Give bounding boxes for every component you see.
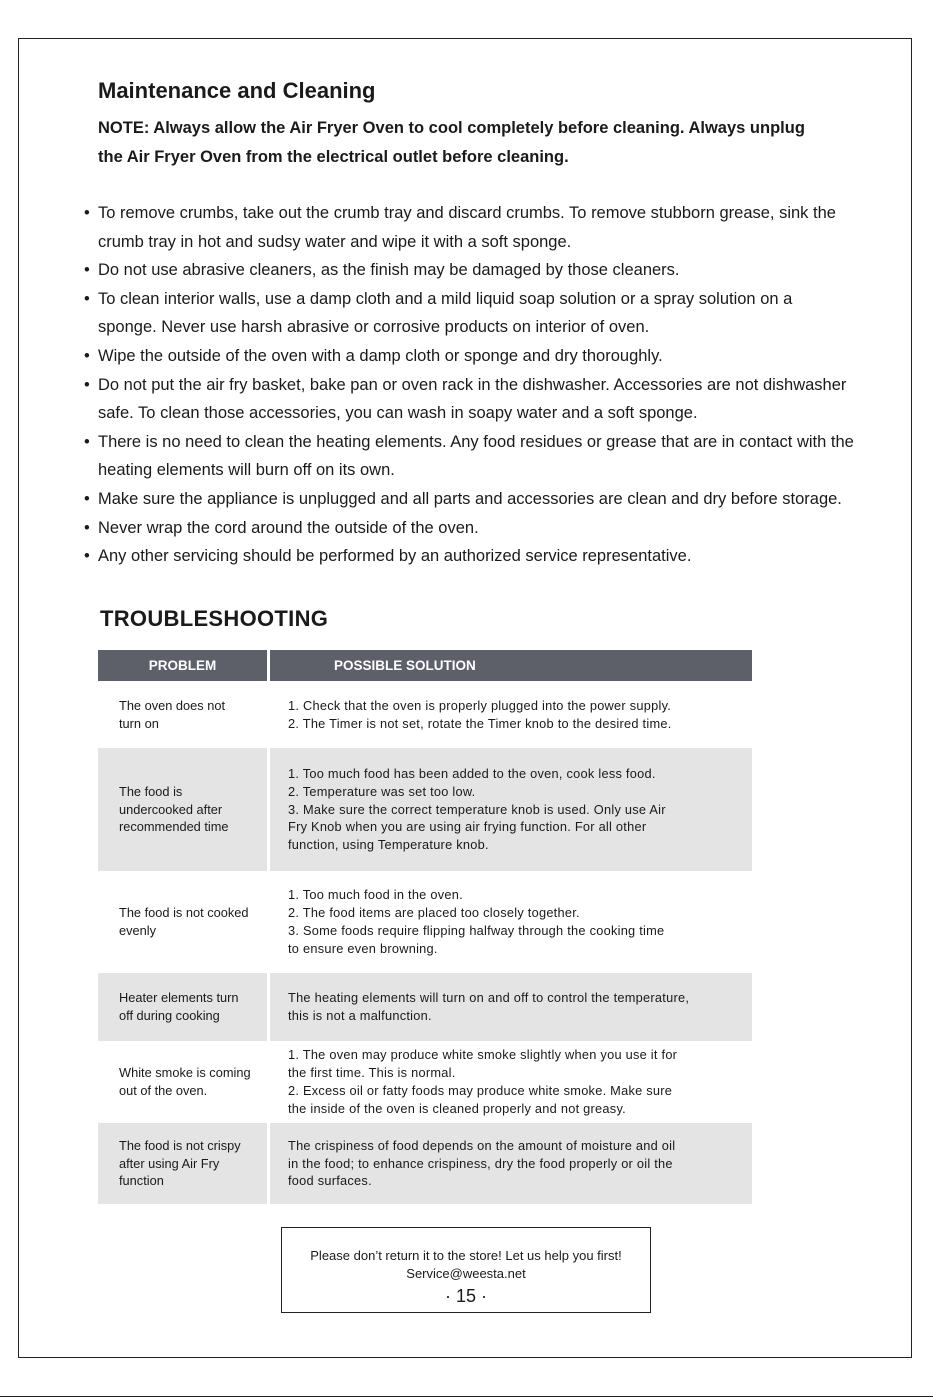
table-row bbox=[98, 871, 752, 973]
solution-text: The heating elements will turn on and off to control the temperature, this is not a malfunction. bbox=[288, 990, 690, 1023]
table-row bbox=[98, 1041, 752, 1123]
solution-cell bbox=[270, 973, 752, 1041]
table-row bbox=[98, 973, 752, 1041]
solution-text: 1. Check that the oven is properly plugged into the power supply. 2. The Timer is not set, rotate the Timer knob to the desired time. bbox=[288, 697, 672, 731]
problem-cell bbox=[98, 973, 267, 1041]
solution-header: POSSIBLE SOLUTION bbox=[270, 650, 752, 681]
list-item: • Do not use abrasive cleaners, as the finish may be damaged by those cleaners. bbox=[84, 256, 854, 285]
table-row bbox=[98, 748, 752, 871]
problem-cell bbox=[98, 871, 267, 973]
list-item: • To remove crumbs, take out the crumb tray and discard crumbs. To remove stubborn grease, sink the crumb tray in hot and sudsy water and wipe it with a soft sponge. bbox=[84, 199, 854, 256]
problem-text: Heater elements turn off during cooking bbox=[119, 990, 239, 1023]
solution-cell bbox=[270, 1123, 752, 1204]
list-item: • There is no need to clean the heating elements. Any food residues or grease that are in contact with the heating elements will burn off on its own. bbox=[84, 428, 854, 485]
support-email: Service@weesta.net bbox=[406, 1266, 526, 1281]
page-number: · 15 · bbox=[444, 1286, 487, 1306]
problem-text: The food is not cooked evenly bbox=[119, 905, 249, 938]
problem-text: The food is not crispy after using Air Fry function bbox=[119, 1137, 241, 1189]
solution-cell bbox=[270, 681, 752, 748]
bottom-rule bbox=[0, 1396, 933, 1397]
solution-cell bbox=[270, 1041, 752, 1123]
troubleshooting-heading: TROUBLESHOOTING bbox=[100, 606, 329, 631]
table-row bbox=[98, 681, 752, 748]
support-box bbox=[281, 1227, 651, 1313]
maintenance-list bbox=[84, 199, 854, 571]
table-header bbox=[98, 650, 752, 681]
list-item: • Never wrap the cord around the outside of the oven. bbox=[84, 514, 854, 543]
solution-text: 1. The oven may produce white smoke slightly when you use it for the first time. This is normal. 2. Excess oil or fatty foods may produce white smoke. Make sure the inside of the oven is cleaned properly and not greasy. bbox=[288, 1047, 678, 1116]
solution-text: 1. Too much food has been added to the oven, cook less food. 2. Temperature was set too low. 3. Make sure the correct temperature knob is used. Only use Air Fry Knob when you are using air frying function. For all other function, using Temperature knob. bbox=[288, 766, 666, 853]
support-message: Please don’t return it to the store! Let us help you first! bbox=[310, 1248, 622, 1263]
problem-text: The oven does not turn on bbox=[119, 697, 226, 731]
problem-text: The food is undercooked after recommended time bbox=[119, 783, 229, 835]
troubleshooting-table bbox=[98, 650, 752, 1204]
problem-cell bbox=[98, 748, 267, 871]
solution-cell bbox=[270, 748, 752, 871]
problem-text: White smoke is coming out of the oven. bbox=[119, 1065, 251, 1098]
list-item: • Wipe the outside of the oven with a damp cloth or sponge and dry thoroughly. bbox=[84, 342, 854, 371]
solution-text: The crispiness of food depends on the amount of moisture and oil in the food; to enhance crispiness, dry the food properly or oil the food surfaces. bbox=[288, 1137, 676, 1189]
cleaning-note: NOTE: Always allow the Air Fryer Oven to cool completely before cleaning. Always unplug the Air Fryer Oven from the electrical outlet before cleaning. bbox=[98, 119, 805, 166]
problem-cell bbox=[98, 1041, 267, 1123]
problem-header: PROBLEM bbox=[98, 650, 267, 681]
list-item: • To clean interior walls, use a damp cloth and a mild liquid soap solution or a spray solution on a sponge. Never use harsh abrasive or corrosive products on interior of oven. bbox=[84, 285, 854, 342]
table-row bbox=[98, 1123, 752, 1204]
problem-cell bbox=[98, 681, 267, 748]
problem-cell bbox=[98, 1123, 267, 1204]
solution-text: 1. Too much food in the oven. 2. The food items are placed too closely together. 3. Some foods require flipping halfway through the cooking time to ensure even browning. bbox=[288, 887, 665, 956]
list-item: • Do not put the air fry basket, bake pan or oven rack in the dishwasher. Accessories are not dishwasher safe. To clean those accessories, you can wash in soapy water and a soft sponge. bbox=[84, 371, 854, 428]
solution-cell bbox=[270, 871, 752, 973]
list-item: • Make sure the appliance is unplugged and all parts and accessories are clean and dry before storage. bbox=[84, 485, 854, 514]
section-heading: Maintenance and Cleaning bbox=[98, 78, 376, 103]
list-item: • Any other servicing should be performed by an authorized service representative. bbox=[84, 542, 854, 571]
